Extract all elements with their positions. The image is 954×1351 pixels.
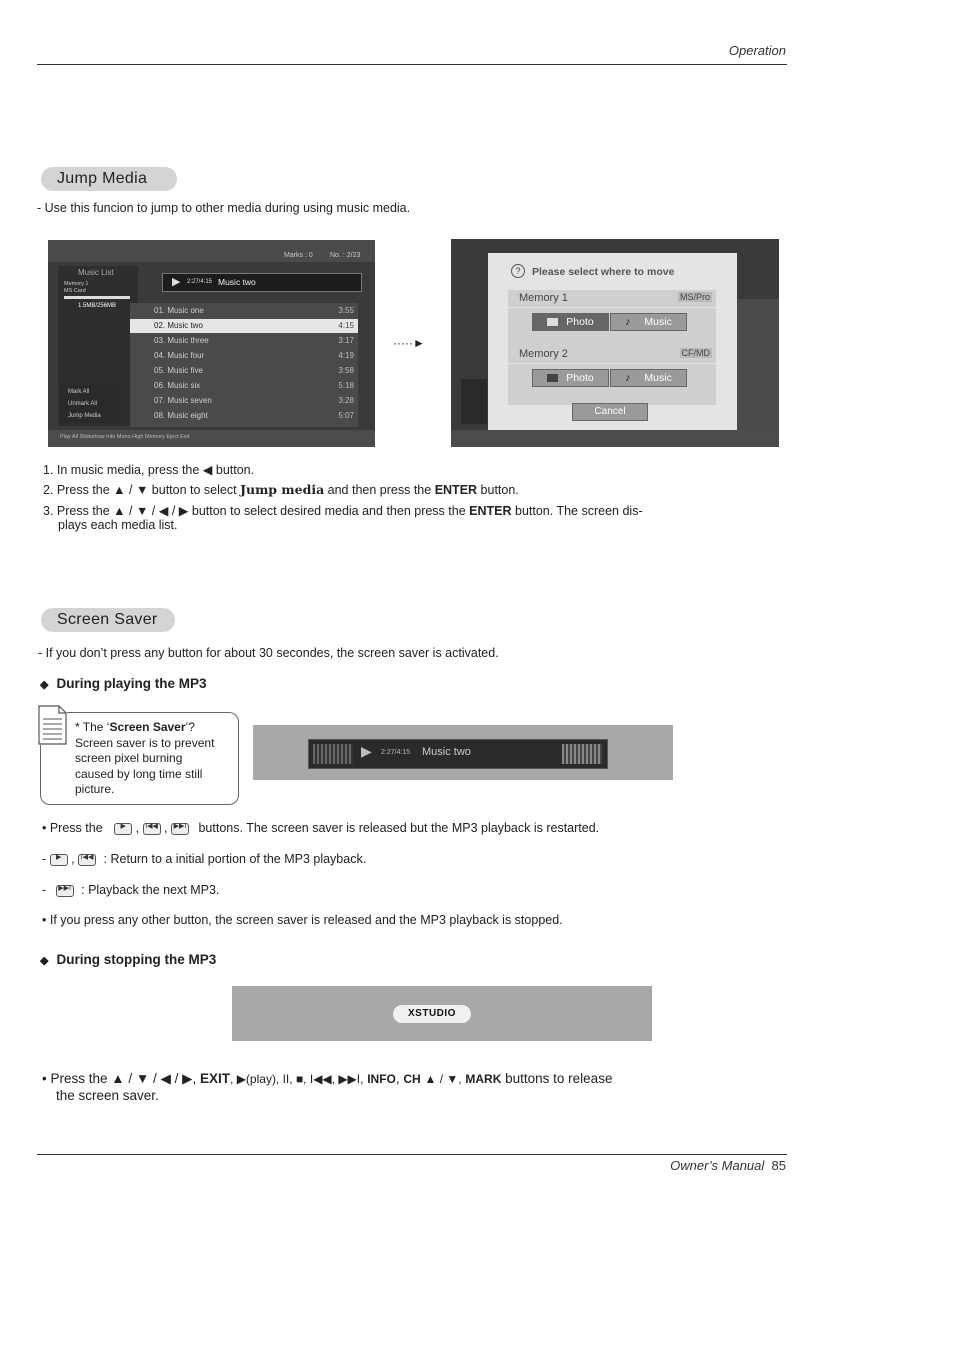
next-button-icon: ▶▶I <box>171 823 189 835</box>
playing-screensaver-preview <box>253 725 673 780</box>
music-list-screenshot: Marks : 0 No. : 2/23 Music List Memory 1 MS Card 1.5MB/256MB ▶ 2:27/4:15 Music two Mark All Unmark All Jump Media Play All Slideshow Info Mono High Memory Eject Exit 01. Music one 3:55 02. Music two 4:15 03. Music three 3:17 04. Music four 4:19 05. Music five 3:58 06. Music six 5:18 07. Music seven 3:28 08. Music eight 5:07 <box>48 240 375 447</box>
track-time: 3:55 <box>338 306 354 315</box>
memory-label: Memory 1 <box>64 281 89 287</box>
track-row[interactable] <box>130 409 358 423</box>
jump-media-heading: Jump Media <box>41 167 177 191</box>
section-header: Operation <box>728 43 786 58</box>
step-3-cont: plays each media list. <box>58 518 178 532</box>
track-time: 3:17 <box>338 336 354 345</box>
footer <box>670 1158 786 1173</box>
memory2-music-button[interactable] <box>610 369 687 387</box>
page-number: 85 <box>771 1158 786 1173</box>
screen-saver-heading: Screen Saver <box>41 608 175 632</box>
track-time: 5:18 <box>338 381 354 390</box>
track-row[interactable] <box>130 394 358 408</box>
now-playing-title: Music two <box>218 277 256 287</box>
memory2-slot: CF/MD <box>681 348 710 358</box>
side-jump-media: Jump Media <box>68 413 101 419</box>
memory1-photo-button[interactable] <box>532 313 609 331</box>
track-row[interactable] <box>130 349 358 363</box>
top-rule <box>37 64 787 65</box>
step-2-jump-media: Jump media <box>240 482 325 497</box>
other-button-line: • If you press any other button, the screen saver is released and the MP3 playback is stopped. <box>42 913 563 927</box>
screen-saver-desc: - If you don’t press any button for about 30 secondes, the screen saver is activated. <box>38 646 499 660</box>
memory1-photo-label: Photo <box>566 316 594 328</box>
track-title: 03. Music three <box>154 336 209 345</box>
footer-text: Owner’s Manual <box>670 1158 765 1173</box>
track-time: 3:28 <box>338 396 354 405</box>
stopping-screensaver-preview <box>232 986 652 1041</box>
arrow-indicator: ·····► <box>393 336 425 350</box>
track-time: 4:19 <box>338 351 354 360</box>
side-unmark-all: Unmark All <box>68 401 98 407</box>
memory1-music-label: Music <box>644 316 672 328</box>
step-1: 1. In music media, press the ◀ button. <box>43 463 255 477</box>
memory1-label: Memory 1 <box>519 292 568 304</box>
track-title: 07. Music seven <box>154 396 212 405</box>
track-row[interactable] <box>130 304 358 318</box>
diamond-bullet-icon: ◆ <box>40 955 49 967</box>
bottom-rule <box>37 1154 787 1155</box>
stopping-heading: ◆ During stopping the MP3 <box>40 952 217 967</box>
memory1-slot: MS/Pro <box>679 292 710 302</box>
prev-button-icon: I◀◀ <box>78 854 96 866</box>
track-title: 08. Music eight <box>154 411 208 420</box>
jump-dialog-screenshot <box>451 239 779 447</box>
panel-title: Music List <box>78 268 114 277</box>
track-title: 04. Music four <box>154 351 205 360</box>
track-title: 01. Music one <box>154 306 204 315</box>
music-note-icon: ♪ <box>625 316 631 328</box>
memory2-photo-button[interactable] <box>532 369 609 387</box>
track-row[interactable] <box>130 364 358 378</box>
step-2: 2. Press the ▲ / ▼ button to select Jump media and then press the ENTER button. <box>43 482 519 497</box>
memory2-photo-label: Photo <box>566 372 594 384</box>
release-line: • Press the ▲ / ▼ / ◀ / ▶, EXIT, ▶(play), II, ■, I◀◀, ▶▶I, INFO, CH ▲ / ▼, MARK buttons to release <box>42 1071 613 1086</box>
track-row[interactable] <box>130 379 358 393</box>
track-time: 5:07 <box>338 411 354 420</box>
playing-heading: ◆ During playing the MP3 <box>40 676 207 691</box>
next-line: - ▶▶I : Playback the next MP3. <box>42 883 220 897</box>
track-time: 3:58 <box>338 366 354 375</box>
play-button-icon: ▶ <box>50 854 68 866</box>
card-label: MS Card <box>64 288 86 294</box>
prev-button-icon: I◀◀ <box>143 823 161 835</box>
usage-label: 1.5MB/256MB <box>78 303 117 309</box>
note-text: * The ‘Screen Saver’? Screen saver is to prevent screen pixel burning caused by long time still picture. <box>75 720 215 796</box>
side-mark-all: Mark All <box>68 389 90 395</box>
bar-title: Music two <box>422 746 471 758</box>
jump-dialog <box>488 253 737 432</box>
next-button-icon: ▶▶I <box>56 885 74 897</box>
dialog-prompt: Please select where to move <box>532 266 675 278</box>
step-3: 3. Press the ▲ / ▼ / ◀ / ▶ button to select desired media and then press the ENTER button. The screen dis- <box>43 504 643 518</box>
memory2-music-label: Music <box>644 372 672 384</box>
return-line: - ▶ , I◀◀ : Return to a initial portion of the MP3 playback. <box>42 852 367 866</box>
diamond-bullet-icon: ◆ <box>40 679 49 691</box>
bar-time: 2:27/4:15 <box>381 749 411 756</box>
track-time: 4:15 <box>338 321 354 330</box>
now-playing-time: 2:27/4:15 <box>187 279 213 285</box>
cancel-button[interactable]: Cancel <box>572 403 648 421</box>
memory1-music-button[interactable] <box>610 313 687 331</box>
help-icon: ? <box>511 264 525 278</box>
release-line-2: the screen saver. <box>56 1088 159 1103</box>
track-row[interactable] <box>130 334 358 348</box>
photo-icon <box>547 374 558 382</box>
track-number: No. : 2/23 <box>330 252 361 259</box>
note-icon <box>37 705 67 745</box>
track-row[interactable] <box>130 319 358 333</box>
jump-media-desc: - Use this funcion to jump to other media during using music media. <box>37 201 411 215</box>
play-icon: ▶ <box>361 743 372 759</box>
xstudio-logo: XSTUDIO <box>393 1005 471 1023</box>
photo-icon <box>547 318 558 326</box>
memory2-label: Memory 2 <box>519 348 568 360</box>
track-title: 05. Music five <box>154 366 203 375</box>
press-buttons-line: • Press the ▶ , I◀◀ , ▶▶I buttons. The screen saver is released but the MP3 playback is restarted. <box>42 821 600 835</box>
play-button-icon: ▶ <box>114 823 132 835</box>
track-title: 06. Music six <box>154 381 201 390</box>
marks-count: Marks : 0 <box>284 252 313 259</box>
music-note-icon: ♪ <box>625 372 631 384</box>
bottom-hint-bar: Play All Slideshow Info Mono High Memory Eject Exit <box>60 434 190 440</box>
track-title: 02. Music two <box>154 321 203 330</box>
